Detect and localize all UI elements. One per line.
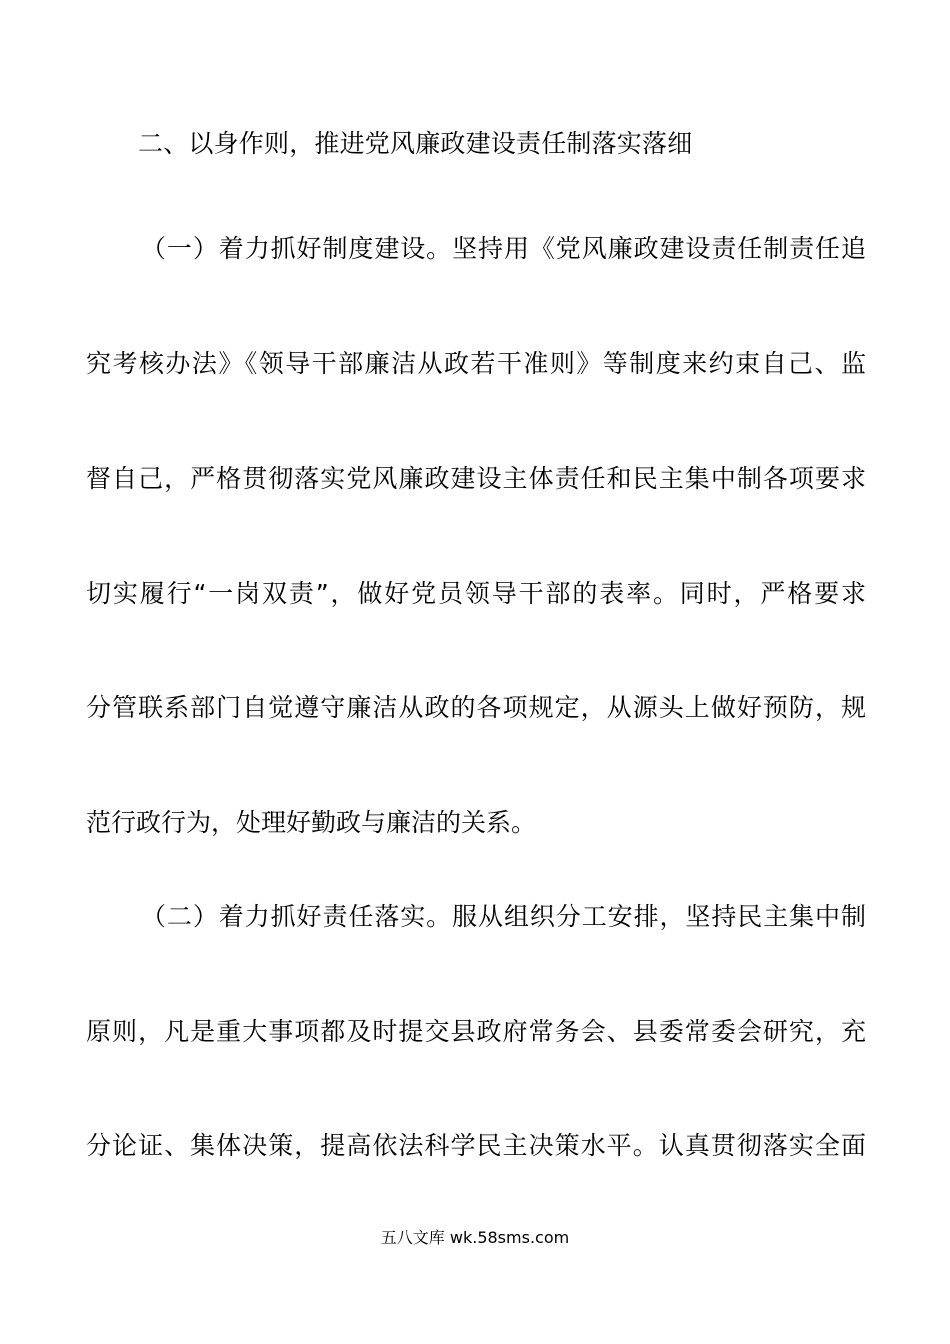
paragraph-2-line-3: 分论证、集体决策，提高依法科学民主决策水平。认真贯彻落实全面 xyxy=(86,1131,866,1160)
paragraph-1-line-2: 究考核办法》《领导干部廉洁从政若干准则》等制度来约束自己、监 xyxy=(86,349,866,378)
paragraph-1-line-3: 督自己，严格贯彻落实党风廉政建设主体责任和民主集中制各项要求 xyxy=(86,464,866,493)
section-heading: 二、以身作则，推进党风廉政建设责任制落实落细 xyxy=(138,129,693,158)
paragraph-1-line-4: 切实履行“一岗双责”，做好党员领导干部的表率。同时，严格要求 xyxy=(86,579,866,608)
footer-watermark: 五八文库 wk.58sms.com xyxy=(380,1228,570,1247)
paragraph-2-line-2: 原则，凡是重大事项都及时提交县政府常务会、县委常委会研究，充 xyxy=(86,1017,866,1046)
paragraph-1-line-1: （一）着力抓好制度建设。坚持用《党风廉政建设责任制责任追 xyxy=(141,234,866,263)
paragraph-1-line-6: 范行政行为，处理好勤政与廉洁的关系。 xyxy=(86,808,537,837)
paragraph-1-line-5: 分管联系部门自觉遵守廉洁从政的各项规定，从源头上做好预防，规 xyxy=(86,693,866,722)
paragraph-2-line-1: （二）着力抓好责任落实。服从组织分工安排，坚持民主集中制 xyxy=(141,902,866,931)
